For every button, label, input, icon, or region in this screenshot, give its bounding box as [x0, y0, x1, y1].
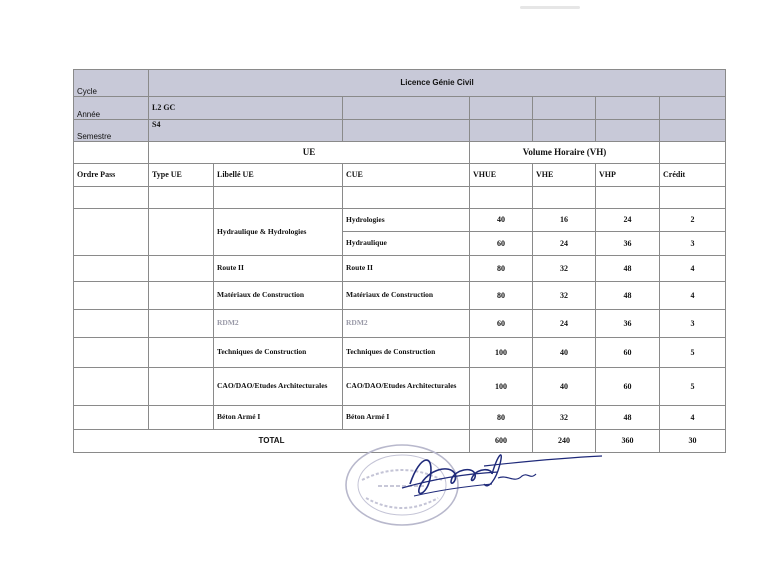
total-vhue: 600: [470, 430, 533, 453]
total-label: TOTAL: [74, 430, 470, 453]
credit-cell: 5: [660, 368, 726, 406]
table-row: [74, 209, 726, 232]
credit-cell: 3: [660, 232, 726, 256]
ue-group-header: UE: [149, 142, 470, 164]
libelle-cell: Techniques de Construction: [214, 338, 343, 368]
credit-cell: 4: [660, 406, 726, 430]
vhp-cell: 48: [596, 282, 660, 310]
cue-cell: Hydraulique: [343, 232, 470, 256]
vhe-cell: 32: [533, 406, 596, 430]
libelle-cell: Hydraulique & Hydrologies: [214, 209, 343, 256]
scan-smudge: [520, 6, 580, 9]
vhp-cell: 60: [596, 368, 660, 406]
vhue-cell: 80: [470, 406, 533, 430]
vhp-cell: 60: [596, 338, 660, 368]
semestre-row: [74, 120, 726, 142]
vhp-cell: 36: [596, 232, 660, 256]
group-header-row: [74, 142, 726, 164]
annee-row: [74, 97, 726, 120]
vhe-cell: 24: [533, 310, 596, 338]
col-ordre-pass: Ordre Pass: [74, 164, 149, 187]
vhe-cell: 16: [533, 209, 596, 232]
volume-group-header: Volume Horaire (VH): [470, 142, 660, 164]
cue-cell: RDM2: [343, 310, 470, 338]
libelle-cell: Matériaux de Construction: [214, 282, 343, 310]
cycle-label: Cycle: [74, 70, 149, 97]
libelle-cell: Béton Armé I: [214, 406, 343, 430]
cue-cell: CAO/DAO/Etudes Architecturales: [343, 368, 470, 406]
table-row: [74, 256, 726, 282]
table-row: [74, 406, 726, 430]
col-type-ue: Type UE: [149, 164, 214, 187]
cycle-value: Licence Génie Civil: [149, 70, 726, 97]
vhe-cell: 40: [533, 368, 596, 406]
cue-cell: Matériaux de Construction: [343, 282, 470, 310]
credit-cell: 4: [660, 256, 726, 282]
cue-cell: Béton Armé I: [343, 406, 470, 430]
vhue-cell: 40: [470, 209, 533, 232]
col-vhe: VHE: [533, 164, 596, 187]
col-cue: CUE: [343, 164, 470, 187]
vhp-cell: 36: [596, 310, 660, 338]
vhe-cell: 40: [533, 338, 596, 368]
libelle-cell: Route II: [214, 256, 343, 282]
vhue-cell: 100: [470, 368, 533, 406]
credit-cell: 5: [660, 338, 726, 368]
credit-cell: 2: [660, 209, 726, 232]
annee-label: Année: [74, 97, 149, 120]
vhue-cell: 100: [470, 338, 533, 368]
total-vhp: 360: [596, 430, 660, 453]
semestre-label: Semestre: [74, 120, 149, 142]
vhe-cell: 24: [533, 232, 596, 256]
libelle-cell: CAO/DAO/Etudes Architecturales: [214, 368, 343, 406]
credit-cell: 3: [660, 310, 726, 338]
vhp-cell: 24: [596, 209, 660, 232]
credit-cell: 4: [660, 282, 726, 310]
col-vhp: VHP: [596, 164, 660, 187]
cycle-row: [74, 70, 726, 97]
cue-cell: Hydrologies: [343, 209, 470, 232]
annee-value: L2 GC: [149, 97, 343, 120]
vhue-cell: 80: [470, 256, 533, 282]
cue-cell: Route II: [343, 256, 470, 282]
table-row-empty: [74, 187, 726, 209]
table-row: [74, 338, 726, 368]
total-vhe: 240: [533, 430, 596, 453]
vhp-cell: 48: [596, 256, 660, 282]
semestre-value: S4: [149, 120, 343, 142]
vhp-cell: 48: [596, 406, 660, 430]
cue-cell: Techniques de Construction: [343, 338, 470, 368]
vhue-cell: 60: [470, 232, 533, 256]
total-credit: 30: [660, 430, 726, 453]
table-row: [74, 368, 726, 406]
vhe-cell: 32: [533, 282, 596, 310]
vhue-cell: 80: [470, 282, 533, 310]
vhue-cell: 60: [470, 310, 533, 338]
col-vhue: VHUE: [470, 164, 533, 187]
libelle-cell: RDM2: [214, 310, 343, 338]
col-libelle-ue: Libellé UE: [214, 164, 343, 187]
table-row: [74, 282, 726, 310]
vhe-cell: 32: [533, 256, 596, 282]
curriculum-table: [73, 69, 726, 453]
handwritten-signature: [380, 444, 610, 514]
column-header-row: [74, 164, 726, 187]
col-credit: Crédit: [660, 164, 726, 187]
table-row: [74, 310, 726, 338]
